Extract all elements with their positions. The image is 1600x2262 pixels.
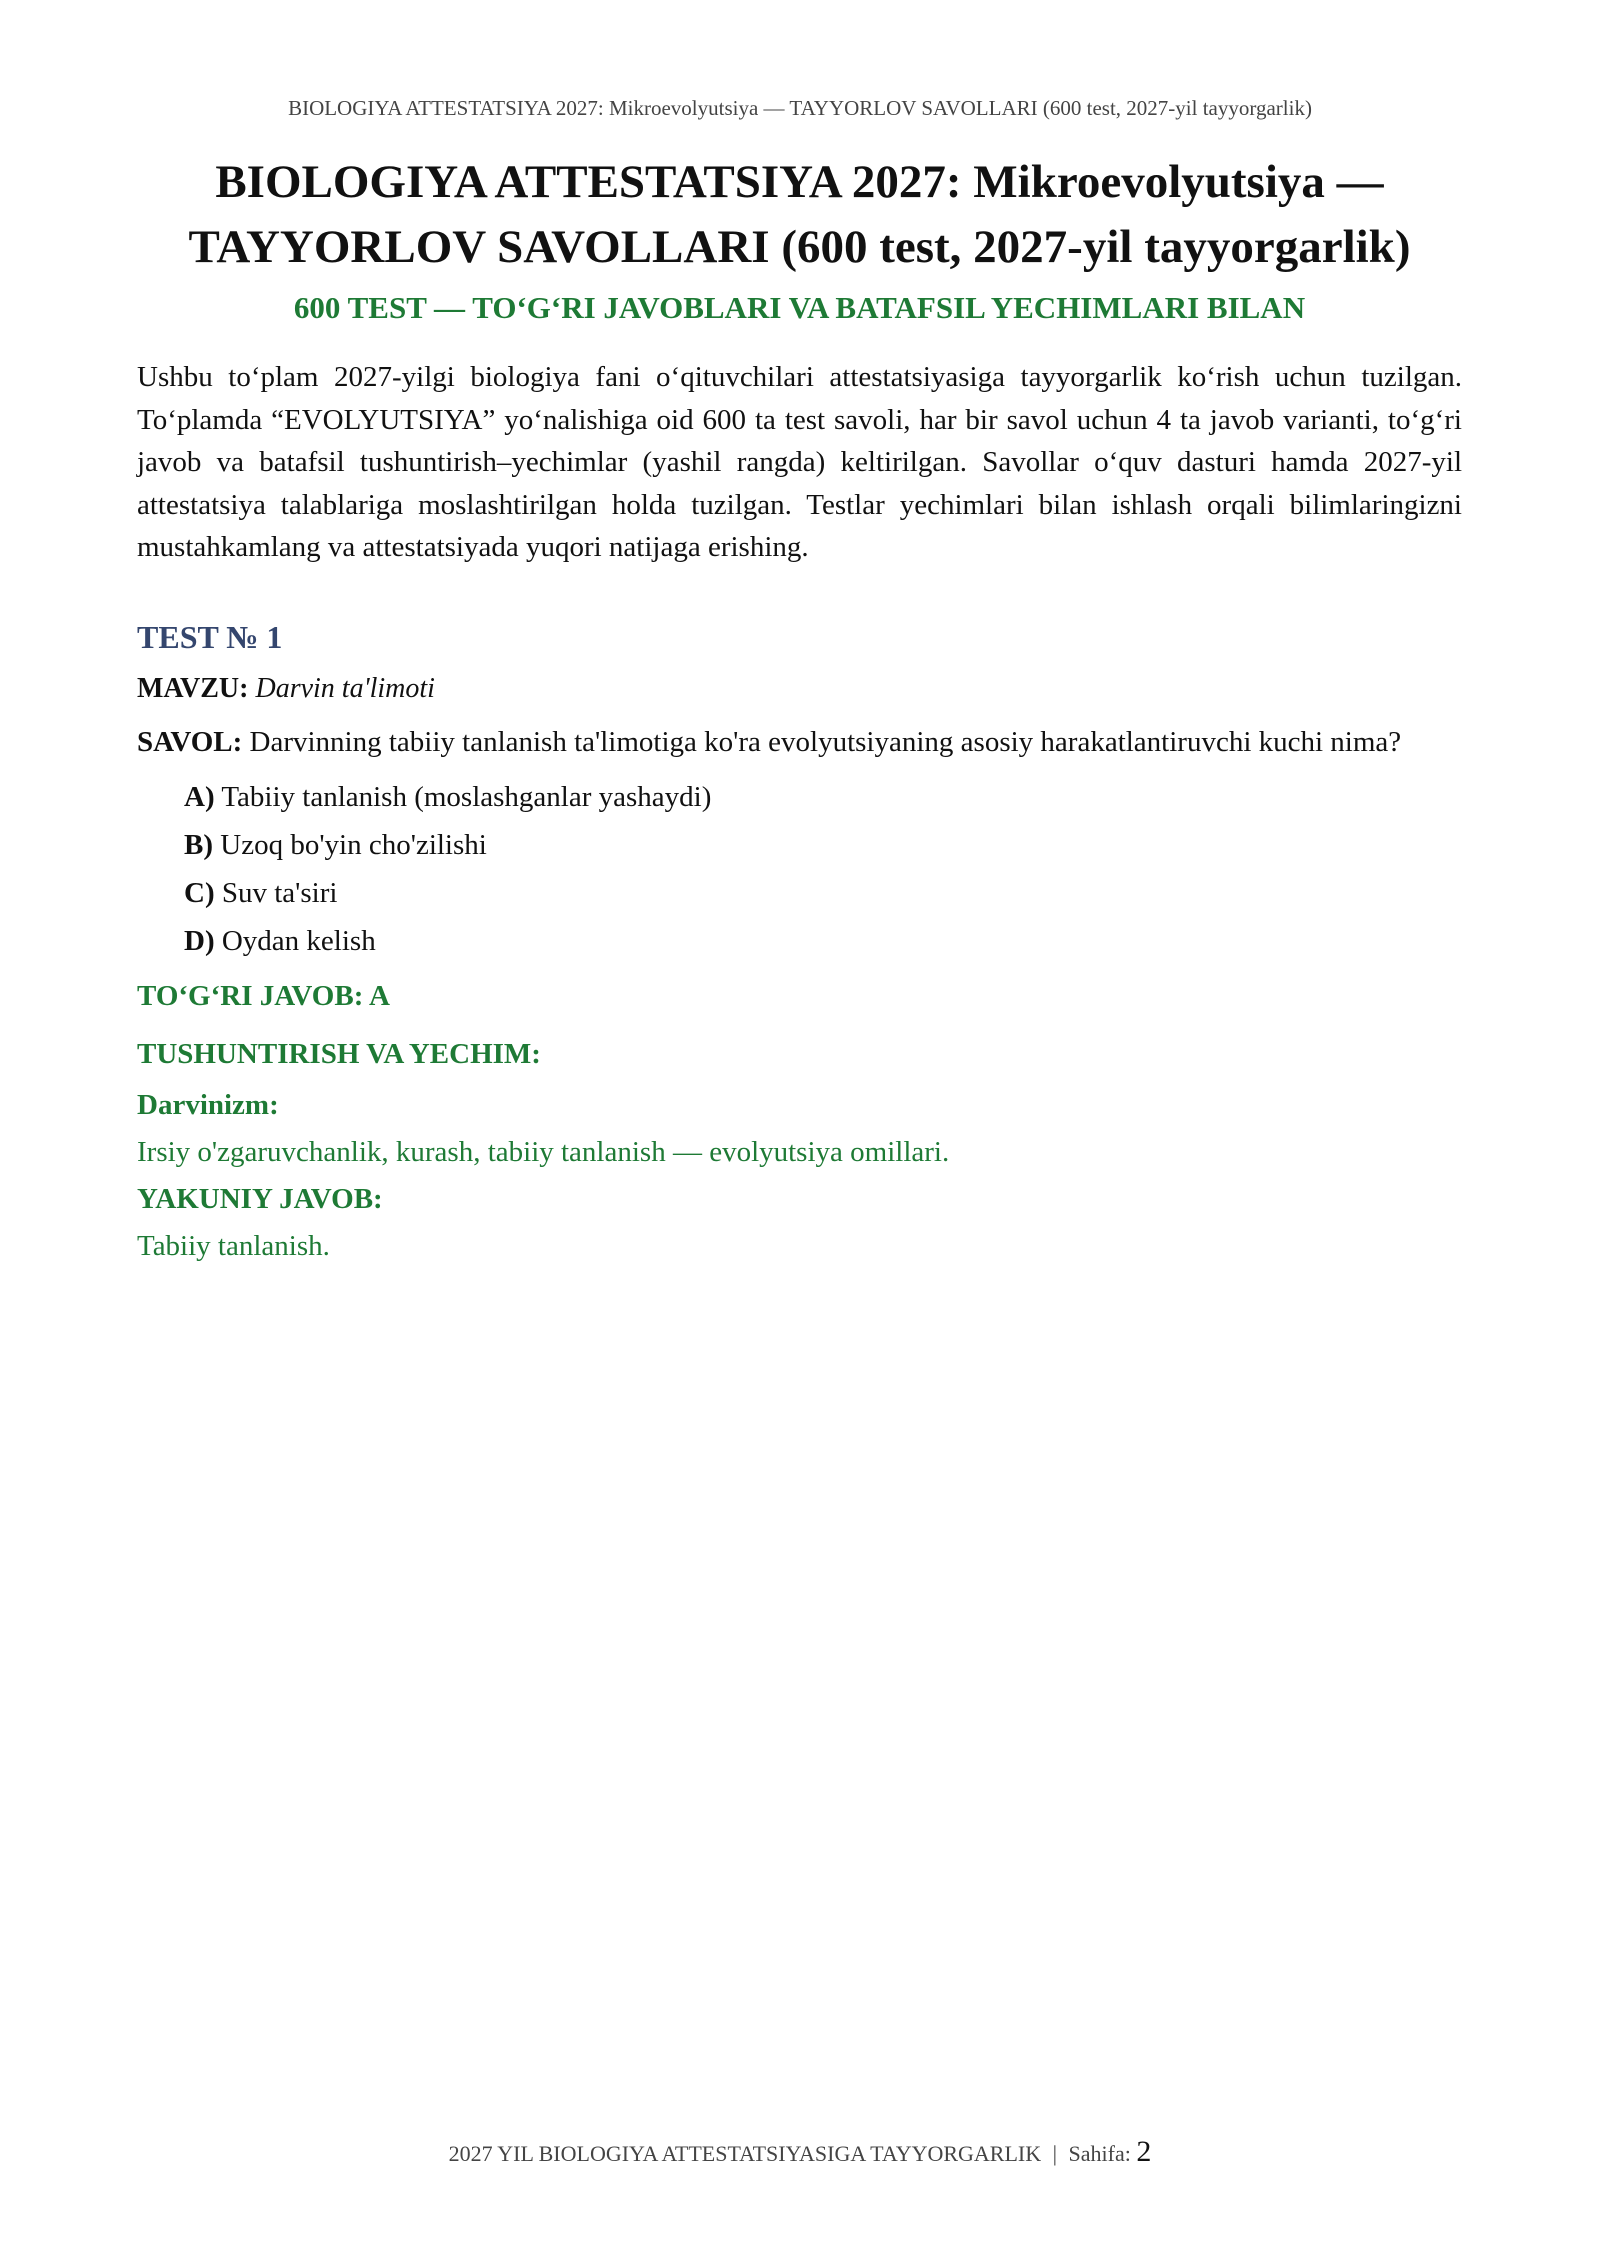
correct-answer: TO‘G‘RI JAVOB: A xyxy=(137,979,390,1012)
page-content xyxy=(137,150,1462,1267)
concept-text: Irsiy o'zgaruvchanlik, kurash, tabiiy tanlanish — evolyutsiya omillari. xyxy=(137,1135,950,1168)
option-d xyxy=(184,917,1462,965)
question-label: SAVOL: xyxy=(137,725,243,758)
document-title-line-2: TAYYORLOV SAVOLLARI (600 test, 2027-yil tayyorgarlik) xyxy=(188,221,1411,273)
final-answer-text: Tabiiy tanlanish. xyxy=(137,1229,330,1262)
running-header: BIOLOGIYA ATTESTATSIYA 2027: Mikroevolyutsiya — TAYYORLOV SAVOLLARI (600 test, 2027-yil tayyorgarlik) xyxy=(288,96,1312,120)
option-text: Oydan kelish xyxy=(221,924,376,957)
option-letter: D) xyxy=(184,924,215,957)
option-a xyxy=(184,773,1462,821)
explanation-heading: TUSHUNTIRISH VA YECHIM: xyxy=(137,1037,541,1070)
document-subtitle: 600 TEST — TO‘G‘RI JAVOBLARI VA BATAFSIL YECHIMLARI BILAN xyxy=(293,290,1306,325)
footer-text: 2027 YIL BIOLOGIYA ATTESTATSIYASIGA TAYYORGARLIK xyxy=(448,2141,1042,2166)
page-label: Sahifa: xyxy=(1068,2141,1131,2166)
question xyxy=(137,721,1462,763)
option-text: Tabiiy tanlanish (moslashganlar yashaydi) xyxy=(221,780,712,813)
topic-value: Darvin ta'limoti xyxy=(255,672,435,704)
document-title-line-1: BIOLOGIYA ATTESTATSIYA 2027: Mikroevolyutsiya — xyxy=(215,156,1384,208)
option-c xyxy=(184,869,1462,917)
test-heading: TEST № 1 xyxy=(137,618,283,655)
answer-options xyxy=(137,773,1462,965)
question-text: Darvinning tabiiy tanlanish ta'limotiga ko'ra evolyutsiyaning asosiy harakatlantiruvchi kuchi nima? xyxy=(249,725,1402,758)
topic-line xyxy=(137,669,1462,709)
topic-label: MAVZU: xyxy=(137,672,249,704)
concept-heading: Darvinizm: xyxy=(137,1088,279,1121)
option-text: Suv ta'siri xyxy=(221,876,338,909)
page-number: 2 xyxy=(1136,2135,1152,2168)
footer-separator: | xyxy=(1052,2141,1058,2166)
option-letter: B) xyxy=(184,828,213,861)
option-letter: A) xyxy=(184,780,215,813)
option-text: Uzoq bo'yin cho'zilishi xyxy=(220,828,487,861)
running-footer xyxy=(0,2135,1600,2169)
option-b xyxy=(184,821,1462,869)
final-answer-heading: YAKUNIY JAVOB: xyxy=(137,1182,383,1215)
document-title xyxy=(137,150,1462,280)
option-letter: C) xyxy=(184,876,215,909)
intro-paragraph: Ushbu to‘plam 2027-yilgi biologiya fani o‘qituvchilari attestatsiyasiga tayyorgarlik ko‘rish uchun tuzilgan. To‘plamda “EVOLYUTSIYA” yo‘nalishiga oid 600 ta test savoli, har bir savol uchun 4 ta javob varianti, to‘g‘ri javob va batafsil tushuntirish–yechimlar (yashil rangda) keltirilgan. Savollar o‘quv dasturi hamda 2027-yil attestatsiya talablariga moslashtirilgan holda tuzilgan. Testlar yechimlari bilan ishlash orqali bilimlaringizni mustahkamlang va attestatsiyada yuqori natijaga erishing. xyxy=(137,361,1462,563)
